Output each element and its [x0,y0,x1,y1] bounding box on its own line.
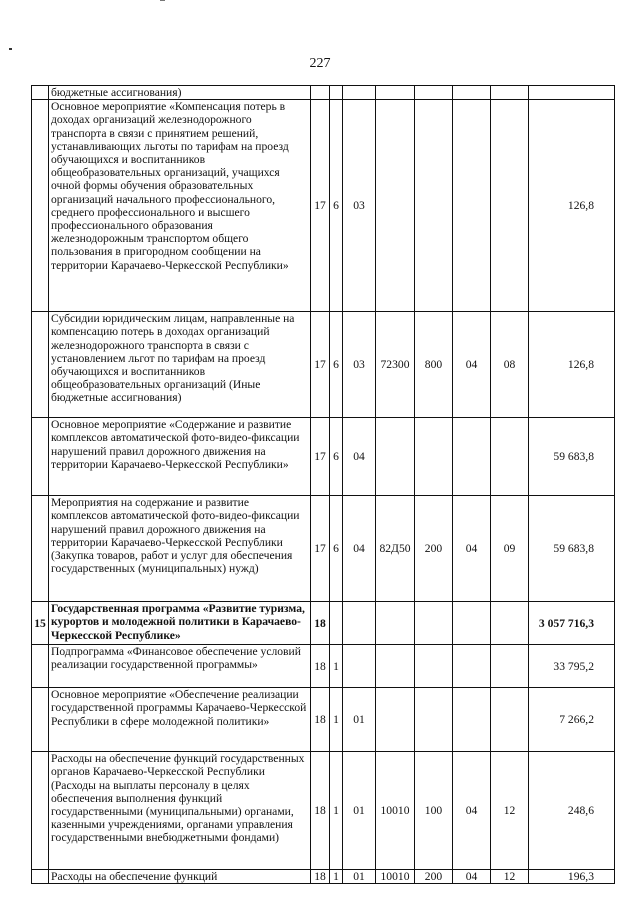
table-row [32,496,615,602]
row-number [32,418,49,496]
direction-code: 82Д50 [376,496,415,602]
row-description: Мероприятия на содержание и развитие комплексов автоматической фото-видео-фиксации нарушений правил дорожного движения на территории Карачаево-Черкесской Республики (Закупка товаров, работ и услуг для обеспечения государственных (муниципальных) нужд) [49,496,311,602]
program-code: 18 [311,602,330,645]
subprogram-code: 1 [330,688,343,752]
subsection-code: 12 [491,870,529,884]
row-description: Основное мероприятие «Обеспечение реализации государственной программы Карачаево-Черкесской Республики в сфере молодежной политики» [49,688,311,752]
section-code [453,100,491,312]
table-row [32,100,615,312]
budget-table [31,85,615,884]
measure-code [343,602,376,645]
table-row [32,752,615,870]
row-number [32,312,49,418]
amount: 3 057 716,3 [529,602,615,645]
subprogram-code: 1 [330,752,343,870]
measure-code [343,86,376,100]
amount: 248,6 [529,752,615,870]
amount: 33 795,2 [529,645,615,688]
subprogram-code [330,602,343,645]
measure-code: 03 [343,100,376,312]
section-code: 04 [453,752,491,870]
row-description: Основное мероприятие «Содержание и развитие комплексов автоматической фото-видео-фиксации нарушений правил дорожного движения на территории Карачаево-Черкесской Республики» [49,418,311,496]
subsection-code: 09 [491,496,529,602]
scan-mark [160,0,165,1]
expense-type-code [415,645,453,688]
subprogram-code: 6 [330,100,343,312]
table-row [32,312,615,418]
table-row [32,688,615,752]
program-code: 17 [311,418,330,496]
row-number [32,645,49,688]
program-code: 18 [311,752,330,870]
program-code [311,86,330,100]
direction-code [376,86,415,100]
row-number [32,100,49,312]
measure-code: 01 [343,752,376,870]
table-row [32,418,615,496]
row-description: Субсидии юридическим лицам, направленные на компенсацию потерь в доходах организаций железнодорожного транспорта в связи с установлением льгот по тарифам на проезд обучающихся и воспитанников общеобразовательных организаций (Иные бюджетные ассигнования) [49,312,311,418]
expense-type-code [415,100,453,312]
measure-code: 04 [343,418,376,496]
expense-type-code: 200 [415,496,453,602]
expense-type-code: 800 [415,312,453,418]
row-description: бюджетные ассигнования) [49,86,311,100]
measure-code [343,645,376,688]
scan-mark [9,48,12,50]
expense-type-code [415,86,453,100]
row-description: Расходы на обеспечение функций государственных органов Карачаево-Черкесской Республики (Расходы на выплаты персоналу в целях обеспечения выполнения функций государственными (муниципальными) органами, казенными учреждениями, органами управления государственными внебюджетными фондами) [49,752,311,870]
measure-code: 03 [343,312,376,418]
section-code [453,645,491,688]
direction-code: 10010 [376,752,415,870]
amount: 126,8 [529,312,615,418]
subsection-code [491,86,529,100]
measure-code: 04 [343,496,376,602]
expense-type-code [415,688,453,752]
table-row [32,870,615,884]
row-number [32,496,49,602]
direction-code: 72300 [376,312,415,418]
amount [529,86,615,100]
section-code [453,418,491,496]
subsection-code: 08 [491,312,529,418]
row-number [32,870,49,884]
expense-type-code [415,602,453,645]
program-code: 18 [311,645,330,688]
subsection-code [491,100,529,312]
table-row [32,645,615,688]
direction-code [376,688,415,752]
expense-type-code: 200 [415,870,453,884]
row-description: Государственная программа «Развитие туризма, курортов и молодежной политики в Карачаево-Черкесской Республике» [49,602,311,645]
section-code [453,86,491,100]
program-code: 18 [311,688,330,752]
subprogram-code: 6 [330,312,343,418]
row-number [32,688,49,752]
amount: 59 683,8 [529,496,615,602]
subprogram-code: 1 [330,645,343,688]
program-code: 17 [311,100,330,312]
subprogram-code: 6 [330,496,343,602]
direction-code [376,602,415,645]
row-description: Подпрограмма «Финансовое обеспечение условий реализации государственной программы» [49,645,311,688]
direction-code [376,418,415,496]
page-number: 227 [309,56,331,71]
subprogram-code: 1 [330,870,343,884]
direction-code: 10010 [376,870,415,884]
section-code: 04 [453,312,491,418]
subsection-code [491,688,529,752]
subprogram-code [330,86,343,100]
row-number [32,86,49,100]
expense-type-code: 100 [415,752,453,870]
subsection-code [491,602,529,645]
subsection-code [491,645,529,688]
subsection-code [491,418,529,496]
amount: 126,8 [529,100,615,312]
row-number: 15 [32,602,49,645]
program-code: 18 [311,870,330,884]
table-row [32,86,615,100]
section-code: 04 [453,870,491,884]
measure-code: 01 [343,688,376,752]
amount: 7 266,2 [529,688,615,752]
direction-code [376,645,415,688]
section-code [453,602,491,645]
measure-code: 01 [343,870,376,884]
row-description: Расходы на обеспечение функций [49,870,311,884]
section-code: 04 [453,496,491,602]
amount: 196,3 [529,870,615,884]
table-row [32,602,615,645]
amount: 59 683,8 [529,418,615,496]
direction-code [376,100,415,312]
subprogram-code: 6 [330,418,343,496]
expense-type-code [415,418,453,496]
row-description: Основное мероприятие «Компенсация потерь в доходах организаций железнодорожного транспорта в связи с принятием решений, устанавливающих льготы по тарифам на проезд обучающихся и воспитанников общеобразовательных организаций, учащихся очной формы обучения образовательных организаций начального профессионального, среднего профессионального и высшего профессионального образования железнодорожным транспортом общего пользования в пригородном сообщении на территории Карачаево-Черкесской Республики» [49,100,311,312]
program-code: 17 [311,496,330,602]
subsection-code: 12 [491,752,529,870]
section-code [453,688,491,752]
row-number [32,752,49,870]
program-code: 17 [311,312,330,418]
